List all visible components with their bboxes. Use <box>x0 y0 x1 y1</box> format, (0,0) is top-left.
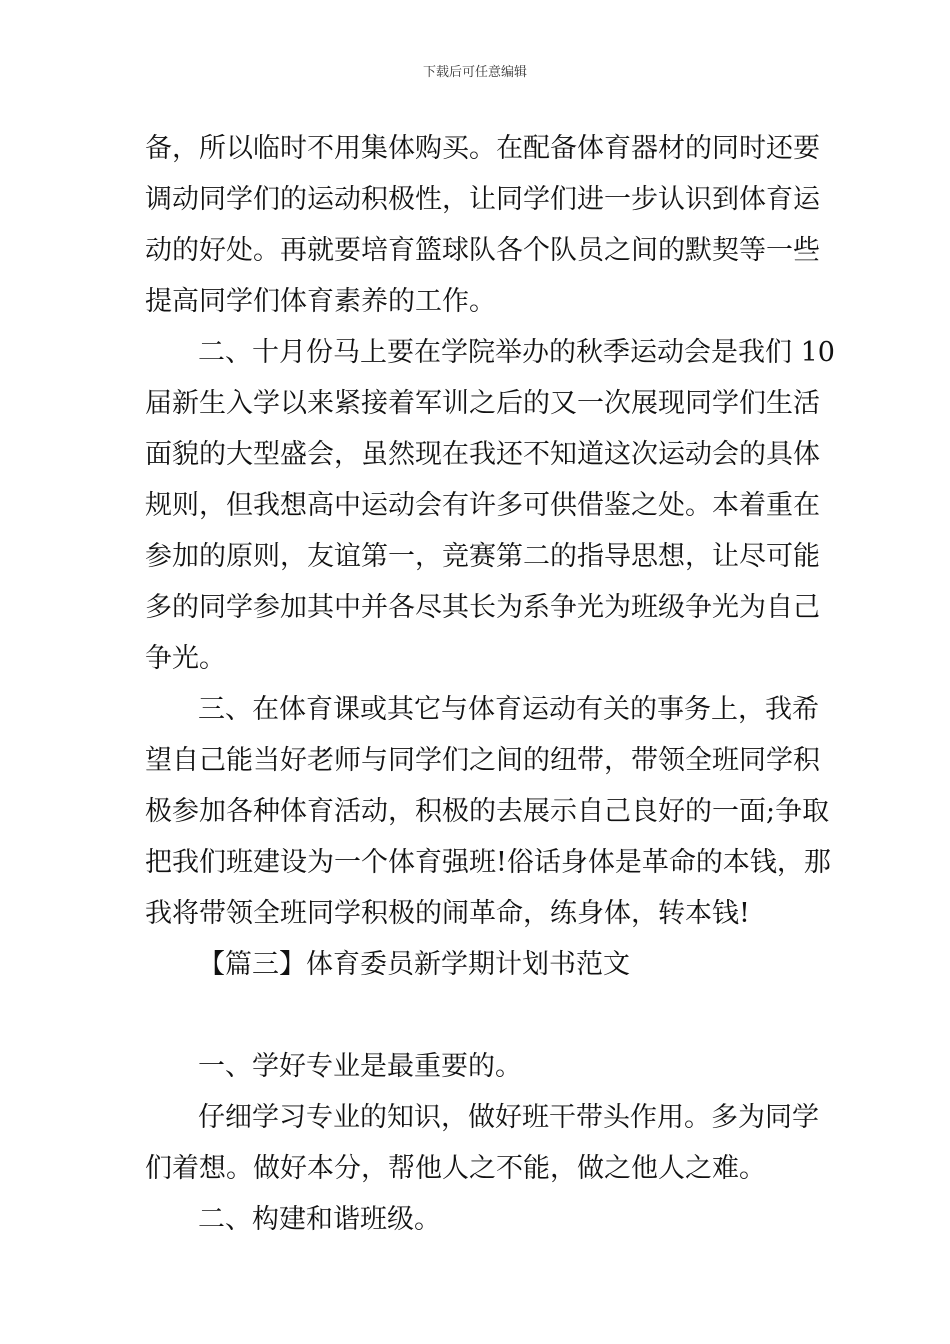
section-heading: 【篇三】体育委员新学期计划书范文 <box>198 949 630 980</box>
paragraph-first-line: 仔细学习专业的知识，做好班干带头作用。多为同学 <box>198 1102 819 1133</box>
text-line: 望自己能当好老师与同学们之间的纽带，带领全班同学积 <box>145 745 820 776</box>
text-line: 多的同学参加其中并各尽其长为系争光为班级争光为自己 <box>145 592 820 623</box>
text-line: 我将带领全班同学积极的闹革命，练身体，转本钱! <box>145 898 750 929</box>
page-header: 下载后可任意编辑 <box>422 65 527 80</box>
text-line: 规则，但我想高中运动会有许多可供借鉴之处。本着重在 <box>145 490 820 521</box>
text-line: 备，所以临时不用集体购买。在配备体育器材的同时还要 <box>145 133 820 164</box>
paragraph-first-line: 三、在体育课或其它与体育运动有关的事务上，我希 <box>198 694 819 725</box>
text-line: 动的好处。再就要培育篮球队各个队员之间的默契等一些 <box>145 235 820 266</box>
list-item-heading: 一、学好专业是最重要的。 <box>198 1051 522 1082</box>
text-line: 极参加各种体育活动，积极的去展示自己良好的一面;争取 <box>145 796 830 827</box>
text-line: 争光。 <box>145 643 226 674</box>
paragraph-first-line: 二、十月份马上要在学院举办的秋季运动会是我们 10 <box>198 337 835 368</box>
text-line: 们着想。做好本分，帮他人之不能，做之他人之难。 <box>145 1153 766 1184</box>
text-line: 面貌的大型盛会，虽然现在我还不知道这次运动会的具体 <box>145 439 820 470</box>
text-line: 届新生入学以来紧接着军训之后的又一次展现同学们生活 <box>145 388 820 419</box>
text-line: 调动同学们的运动积极性，让同学们进一步认识到体育运 <box>145 184 820 215</box>
text-line: 把我们班建设为一个体育强班!俗话身体是革命的本钱，那 <box>145 847 831 878</box>
text-line: 参加的原则，友谊第一，竞赛第二的指导思想，让尽可能 <box>145 541 820 572</box>
text-line: 提高同学们体育素养的工作。 <box>145 286 496 317</box>
list-item-heading: 二、构建和谐班级。 <box>198 1204 441 1235</box>
